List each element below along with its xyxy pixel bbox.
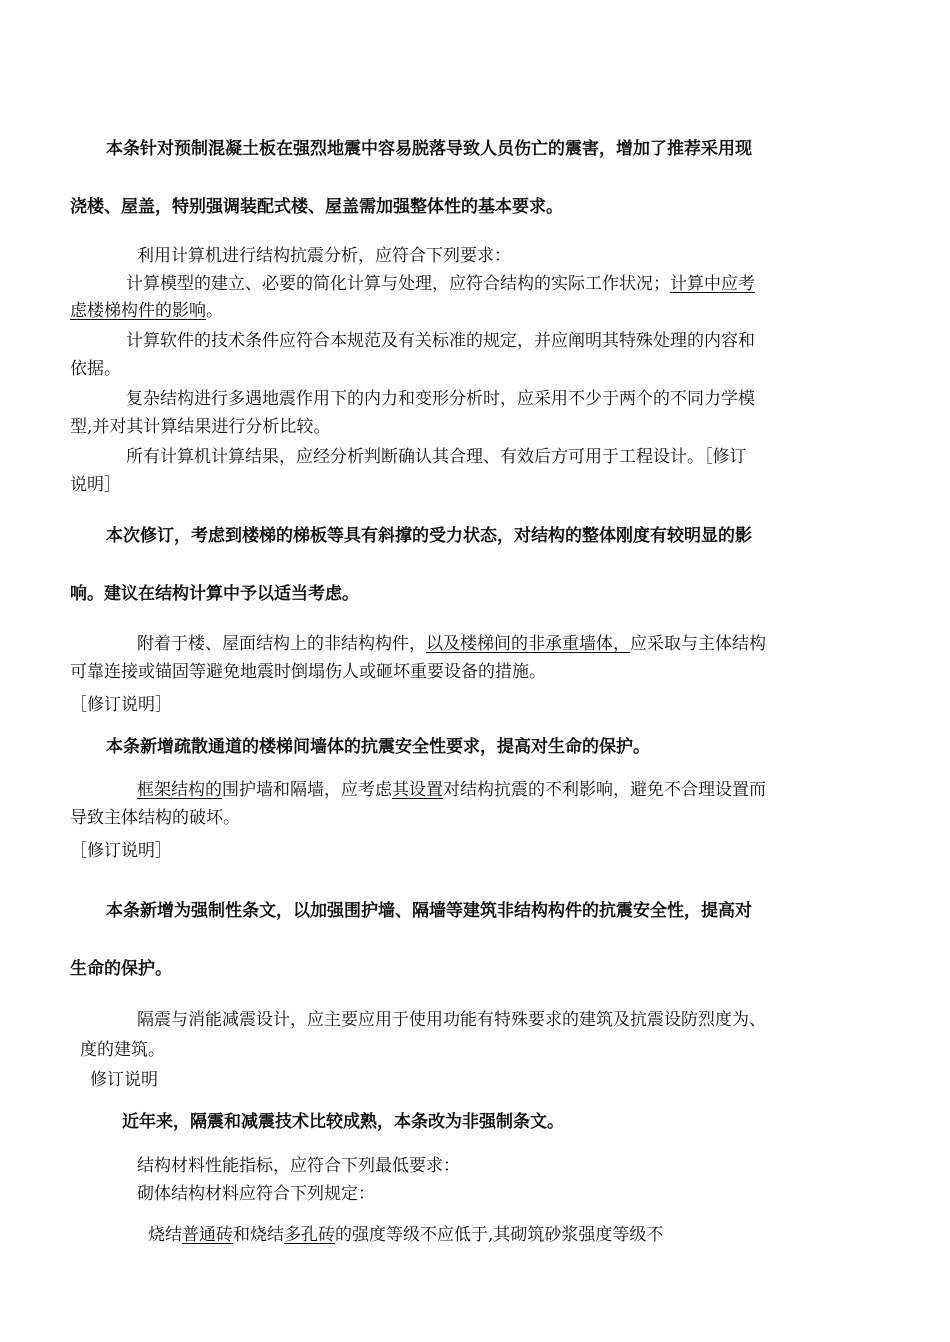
revision-note-label: ［修订说明］ <box>70 695 172 715</box>
revised-text: 计算中应考 <box>670 274 755 294</box>
clause-text <box>137 633 766 655</box>
clause-text-part: 围护墙和隔墙，应考虑 <box>222 780 392 800</box>
clause-text: 隔震与消能减震设计，应主要应用于使用功能有特殊要求的建筑及抗震设防烈度为、 <box>137 1010 766 1030</box>
revision-note-label: ［修订说明］ <box>70 841 172 861</box>
clause-item-model-cont <box>70 300 223 322</box>
clause-item-software-cont: 依据。 <box>70 359 121 379</box>
commentary-line: 本条新增为强制性条文，以加强围护墙、隔墙等建筑非结构构件的抗震安全性，提高对 <box>106 901 752 921</box>
clause-item-model <box>126 273 755 295</box>
clause-text-part: 烧结 <box>148 1225 182 1245</box>
revised-text: 虑楼梯构件的影响 <box>70 301 206 321</box>
commentary-line: 浇楼、屋盖，特别强调装配式楼、屋盖需加强整体性的基本要求。 <box>70 197 563 217</box>
clause-text-cont: 导致主体结构的破坏。 <box>70 808 240 828</box>
commentary-line: 本条针对预制混凝土板在强烈地震中容易脱落导致人员伤亡的震害，增加了推荐采用现 <box>106 139 752 159</box>
revision-note-label: 修订说明 <box>90 1070 158 1090</box>
commentary-line: 近年来，隔震和减震技术比较成熟，本条改为非强制条文。 <box>122 1112 564 1132</box>
clause-text-part: 应采取与主体结构 <box>630 634 766 654</box>
clause-text <box>148 1224 663 1246</box>
clause-item-complex-cont: 型,并对其计算结果进行分析比较。 <box>70 417 331 437</box>
clause-text-part: 附着于楼、屋面结构上的非结构构件， <box>137 634 426 654</box>
revised-text: 以及楼梯间的非承重墙体， <box>426 634 630 654</box>
revised-text: 普通砖 <box>182 1225 233 1245</box>
clause-item-software: 计算软件的技术条件应符合本规范及有关标准的规定，并应阐明其特殊处理的内容和 <box>126 331 755 351</box>
commentary-line: 本次修订，考虑到楼梯的梯板等具有斜撑的受力状态，对结构的整体刚度有较明显的影 <box>106 526 752 546</box>
clause-heading: 结构材料性能指标，应符合下列最低要求： <box>137 1156 460 1176</box>
commentary-line: 响。建议在结构计算中予以适当考虑。 <box>70 584 359 604</box>
revised-text: 其设置 <box>392 780 443 800</box>
clause-item-results-cont: 说明］ <box>70 475 121 495</box>
commentary-line: 本条新增疏散通道的楼梯间墙体的抗震安全性要求，提高对生命的保护。 <box>106 737 650 757</box>
clause-text-part: 对结构抗震的不利影响，避免不合理设置而 <box>443 780 766 800</box>
item-text: 。 <box>206 301 223 321</box>
clause-item-complex: 复杂结构进行多遇地震作用下的内力和变形分析时，应采用不少于两个的不同力学模 <box>126 389 755 409</box>
clause-text-cont: 可靠连接或锚固等避免地震时倒塌伤人或砸坏重要设备的措施。 <box>70 662 546 682</box>
clause-text-cont: 度的建筑。 <box>80 1040 165 1060</box>
item-text: 计算模型的建立、必要的简化计算与处理，应符合结构的实际工作状况； <box>126 274 670 294</box>
revised-text: 框架结构的 <box>137 780 222 800</box>
revised-text: 多孔砖 <box>284 1225 335 1245</box>
clause-heading: 利用计算机进行结构抗震分析，应符合下列要求： <box>137 246 511 266</box>
commentary-line: 生命的保护。 <box>70 959 172 979</box>
clause-text <box>137 779 766 801</box>
clause-text-part: 和烧结 <box>233 1225 284 1245</box>
clause-item-results: 所有计算机计算结果，应经分析判断确认其合理、有效后方可用于工程设计。［修订 <box>126 447 747 467</box>
clause-text-part: 的强度等级不应低于,其砌筑砂浆强度等级不 <box>335 1225 664 1245</box>
clause-subheading: 砌体结构材料应符合下列规定： <box>137 1184 375 1204</box>
